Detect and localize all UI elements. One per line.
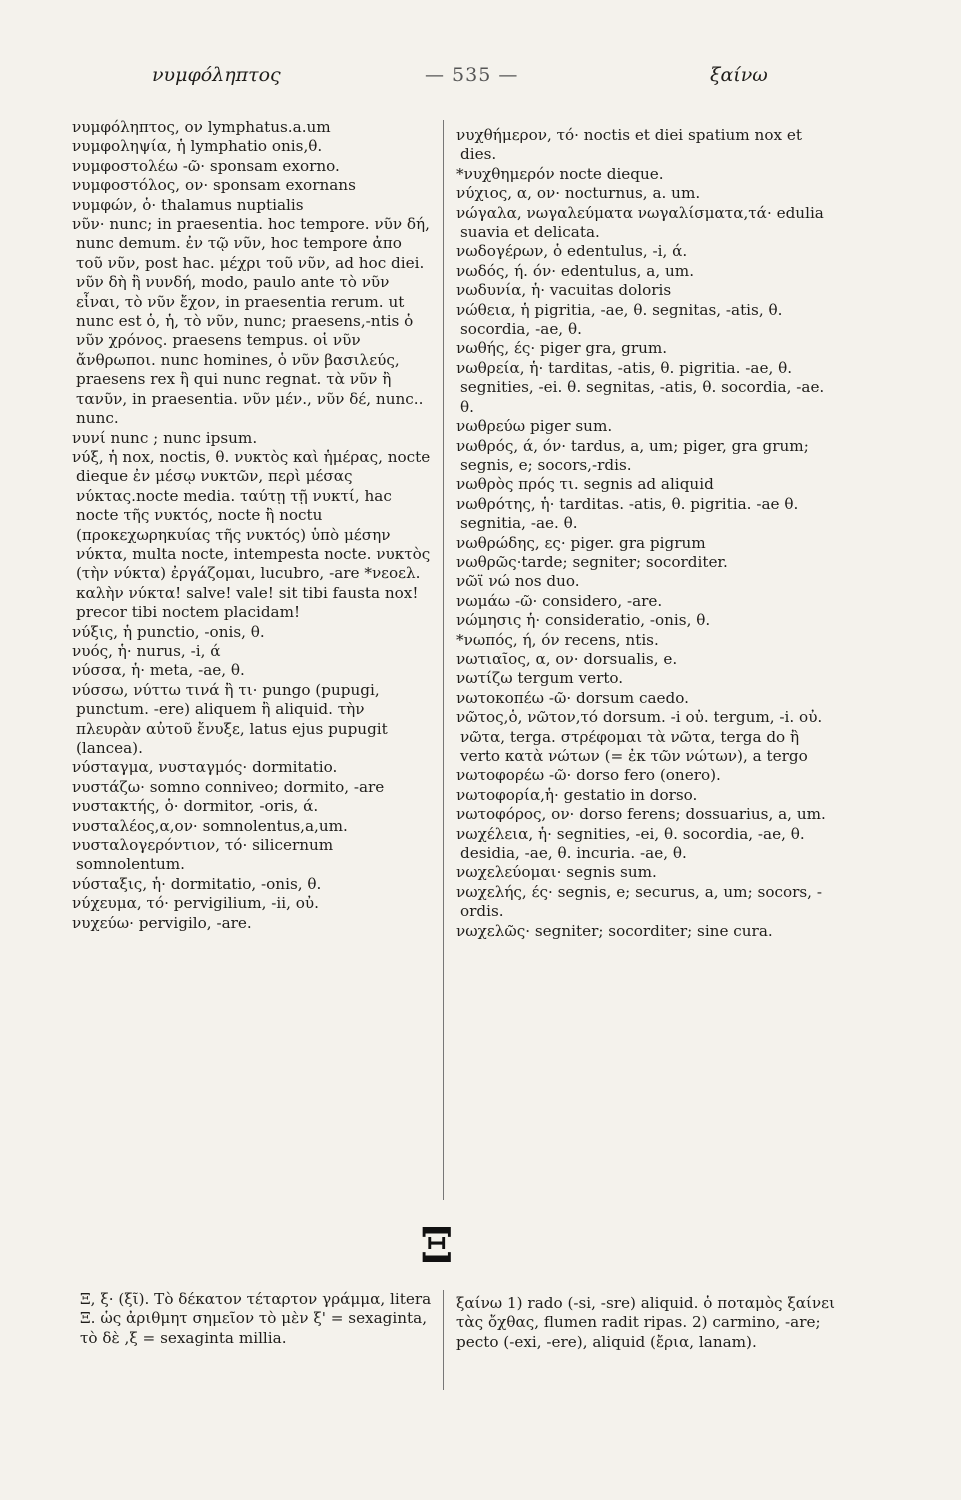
entry: Ξ, ξ· (ξῖ). Τὸ δέκατον τέταρτον γράμμα, litera Ξ. ὡς ἀριθμητ σημεῖον τὸ μὲν ξ' = sexaginta, τὸ δὲ ,ξ = sexaginta millia. xyxy=(80,1290,432,1347)
entry: νυστακτής, ὁ· dormitor, -oris, ά. xyxy=(72,797,319,816)
entry: νωθρῶς·tarde; segniter; socorditer. xyxy=(456,552,728,571)
entry: νύσταξις, ἡ· dormitatio, -onis, θ. xyxy=(72,874,322,893)
entry: νωχέλεια, ἡ· segnities, -ei, θ. socordia, -ae, θ. desidia, -ae, θ. incuria. -ae, θ. xyxy=(456,824,805,863)
entry: νυχθήμερον, τό· noctis et diei spatium nox et dies. xyxy=(456,126,802,164)
entry: νυσταλέος,α,ον· somnolentus,a,um. xyxy=(72,816,348,835)
entry: νῦν· nunc; in praesentia. hoc tempore. νῦν δή, nunc demum. ἐν τῷ νῦν, hoc tempore ἀπο τοῦ νῦν, post hac. μέχρι τοῦ νῦν, ad hoc diei. νῦν δὴ ἢ νυνδή, modo, paulo ante τὸ νῦν εἶναι, τὸ νῦν ἔχον, in praesentia rerum. ut nunc est ὁ, ἡ, τὸ νῦν, nunc; praesens,-ntis ὁ νῦν χρόνος. praesens tempus. οἱ νῦν ἄνθρωποι. nunc homines, ὁ νῦν βασιλεύς, praesens rex ἢ qui nunc regnat. τὰ νῦν ἢ τανῦν, in praesentia. νῦν μέν., νῦν δέ, nunc.. nunc. xyxy=(72,215,430,428)
entry: νωτοφορία,ἡ· gestatio in dorso. xyxy=(456,785,698,804)
right-column xyxy=(456,126,831,941)
entry: νυχεύω· pervigilo, -are. xyxy=(72,913,252,932)
left-column xyxy=(72,118,432,933)
entry: νωθρὸς πρός τι. segnis ad aliquid xyxy=(456,475,714,494)
bottom-column-divider xyxy=(443,1290,444,1390)
entry: νυσταλογερόντιον, τό· silicernum somnolentum. xyxy=(72,836,334,874)
entry: νυστάζω· somno conniveo; dormito, -are xyxy=(72,777,385,796)
entry: νύξις, ἡ punctio, -onis, θ. xyxy=(72,622,265,641)
entry: νωθρότης, ἡ· tarditas. -atis, θ. pigritia. -ae θ. segnitia, -ae. θ. xyxy=(456,494,799,533)
entry: νωθής, ές· piger gra, grum. xyxy=(456,339,668,358)
entry: νυός, ἡ· nurus, -i, ά xyxy=(72,641,221,660)
entry: νυμφών, ὁ· thalamus nuptialis xyxy=(72,195,304,214)
header-right-guideword: ξαίνω xyxy=(710,64,768,86)
entry: νωθρεύω piger sum. xyxy=(456,417,613,436)
entry: νωτίζω tergum verto. xyxy=(456,669,624,688)
entry: *νωπός, ή, όν recens, ntis. xyxy=(456,630,659,649)
entry: νύσσω, νύττω τινά ἢ τι· pungo (pupugi, punctum. -ere) aliquem ἢ aliquid. τὴν πλευρὰν αὐτοῦ ἔνυξε, latus ejus pupugit (lancea). xyxy=(72,680,388,757)
entry: νώθεια, ἡ pigritia, -ae, θ. segnitas, -atis, θ. socordia, -ae, θ. xyxy=(456,300,783,339)
entry: νῶϊ νώ nos duo. xyxy=(456,572,580,591)
xaino-entry xyxy=(456,1294,841,1352)
entry: νύσσα, ἡ· meta, -ae, θ. xyxy=(72,661,245,680)
page-number: — 535 — xyxy=(425,64,519,86)
entry: νωτοκοπέω -ῶ· dorsum caedo. xyxy=(456,688,689,707)
entry: νώμησις ἡ· consideratio, -onis, θ. xyxy=(456,611,711,630)
xi-entry xyxy=(80,1290,432,1348)
entry: νυμφοληψία, ἡ lymphatio onis,θ. xyxy=(72,137,323,156)
entry: νῶτος,ὁ, νῶτον,τό dorsum. -i οὐ. tergum, -i. οὐ. νῶτα, terga. στρέφομαι τὰ νῶτα, terga do ἢ verto κατὰ νώτων (= ἐκ τῶν νώτων), a tergo xyxy=(456,708,823,765)
entry: νωμάω -ῶ· considero, -are. xyxy=(456,591,663,610)
entry: νώγαλα, νωγαλεύματα νωγαλίσματα,τά· edulia suavia et delicata. xyxy=(456,203,824,242)
entry: νωχελής, ές· segnis, e; securus, a, um; socors, -ordis. xyxy=(456,882,822,921)
entry: νωχελῶς· segniter; socorditer; sine cura. xyxy=(456,921,773,940)
entry: *νυχθημερόν nocte dieque. xyxy=(456,164,664,183)
entry: νύχιος, α, ον· nocturnus, a. um. xyxy=(456,184,701,203)
entry: νωχελεύομαι· segnis sum. xyxy=(456,863,657,882)
entry: νωδογέρων, ὁ edentulus, -i, ά. xyxy=(456,242,688,261)
entry: νύχευμα, τό· pervigilium, -ii, οὐ. xyxy=(72,894,319,913)
entry: νωθρός, ά, όν· tardus, a, um; piger, gra grum; segnis, e; socors,-rdis. xyxy=(456,436,809,474)
entry: νυμφόληπτος, ον lymphatus.a.um xyxy=(72,118,331,136)
entry: νυμφοστολέω -ῶ· sponsam exorno. xyxy=(72,156,340,175)
entry: νωθρεία, ἡ· tarditas, -atis, θ. pigritia. -ae, θ. segnities, -ei. θ. segnitas, -atis, θ. socordia, -ae. θ. xyxy=(456,358,825,416)
entry: νωδυνία, ἡ· vacuitas doloris xyxy=(456,281,672,300)
column-divider xyxy=(443,120,444,1200)
entry: νύσταγμα, νυσταγμός· dormitatio. xyxy=(72,758,338,777)
entry: νύξ, ἡ nox, noctis, θ. νυκτὸς καὶ ἡμέρας, nocte dieque ἐν μέσῳ νυκτῶν, περὶ μέσας νύκτας.nocte media. ταύτῃ τῇ νυκτί, hac nocte τῆς νυκτός, nocte ἢ noctu (προκεχωρηκυίας τῆς νυκτός) ὑπὸ μέσην νύκτα, multa nocte, intempesta nocte. νυκτὸς (τὴν νύκτα) ἐργάζομαι, lucubro, -are *νεοελ. καλὴν νύκτα! salve! vale! sit tibi fausta nox! precor tibi noctem placidam! xyxy=(72,447,431,622)
entry: νωθρώδης, ες· piger. gra pigrum xyxy=(456,533,706,552)
entry: ξαίνω 1) rado (-si, -sre) aliquid. ὁ ποταμὸς ξαίνει τὰς ὄχθας, flumen radit ripas. 2) carmino, -are; pecto (-exi, -ere), aliquid (ἔρια, lanam). xyxy=(456,1294,835,1351)
entry: νυμφοστόλος, ον· sponsam exornans xyxy=(72,176,356,195)
entry: νωδός, ή. όν· edentulus, a, um. xyxy=(456,261,695,280)
section-letter: Ξ xyxy=(420,1218,454,1274)
entry: νυνί nunc ; nunc ipsum. xyxy=(72,428,258,447)
header-left-guideword: νυμφόληπτος xyxy=(152,64,281,86)
entry: νωτοφορέω -ῶ· dorso fero (onero). xyxy=(456,766,721,785)
entry: νωτοφόρος, ον· dorso ferens; dossuarius, a, um. xyxy=(456,805,826,824)
entry: νωτιαῖος, α, ον· dorsualis, e. xyxy=(456,649,678,668)
